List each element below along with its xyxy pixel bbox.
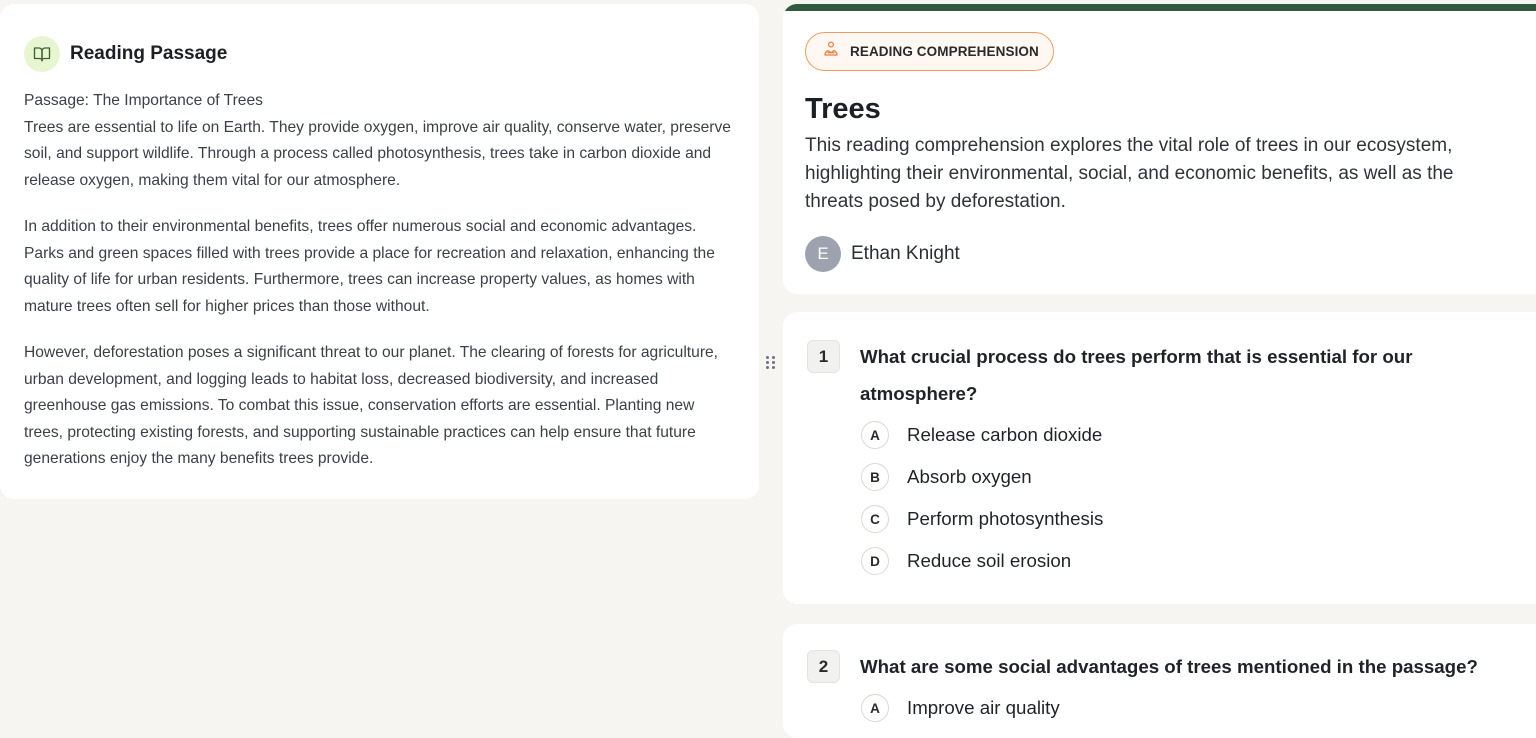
option-letter: B xyxy=(861,463,889,491)
question-row xyxy=(807,340,1512,412)
book-open-icon xyxy=(24,36,60,72)
question-text: What are some social advantages of trees mentioned in the passage? xyxy=(860,656,1478,677)
question-number: 1 xyxy=(807,340,840,373)
option-text: Release carbon dioxide xyxy=(907,424,1103,445)
question-number: 2 xyxy=(807,650,840,683)
passage-title: Reading Passage xyxy=(70,43,228,64)
passage-header xyxy=(24,36,735,72)
question-card-2 xyxy=(783,624,1536,738)
question-row xyxy=(807,650,1512,685)
option-letter: C xyxy=(861,505,889,533)
answer-option-b[interactable] xyxy=(861,456,1512,498)
option-text: Reduce soil erosion xyxy=(907,550,1072,571)
avatar: E xyxy=(805,236,841,272)
quiz-type-badge xyxy=(805,32,1054,71)
answer-option-c[interactable] xyxy=(861,498,1512,540)
option-letter: A xyxy=(861,421,889,449)
author-name: Ethan Knight xyxy=(851,243,960,264)
reader-icon xyxy=(822,40,840,63)
option-text: Perform photosynthesis xyxy=(907,508,1104,529)
option-text: Improve air quality xyxy=(907,697,1060,718)
reading-passage-panel xyxy=(0,4,759,499)
passage-paragraph-2: In addition to their environmental benefits, trees offer numerous social and economic advantages. Parks and green spaces filled with trees provide a place for recreation and relaxation, enhancing the quality of life for urban residents. Furthermore, trees can increase property values, as homes with mature trees often sell for higher prices than those without. xyxy=(24,218,715,315)
quiz-description: This reading comprehension explores the vital role of trees in our ecosystem, highlighting their environmental, social, and economic benefits, as well as the threats posed by deforestation. xyxy=(805,135,1454,212)
question-card-1 xyxy=(783,312,1536,604)
answer-option-d[interactable] xyxy=(861,540,1512,582)
option-text: Absorb oxygen xyxy=(907,466,1032,487)
option-letter: A xyxy=(861,694,889,722)
passage-paragraph-3: However, deforestation poses a significant threat to our planet. The clearing of forests for agriculture, urban development, and logging leads to habitat loss, decreased biodiversity, and increased greenhouse gas emissions. To combat this issue, conservation efforts are essential. Planting new trees, protecting existing forests, and supporting sustainable practices can help ensure that future generations enjoy the many benefits trees provide. xyxy=(24,344,719,467)
question-text: What crucial process do trees perform that is essential for our atmosphere? xyxy=(860,346,1413,404)
answer-options xyxy=(861,414,1512,582)
panel-resize-handle[interactable] xyxy=(764,354,776,370)
passage-body xyxy=(24,88,735,473)
quiz-header-card xyxy=(783,4,1536,294)
author-row xyxy=(805,236,1514,272)
quiz-type-label: READING COMPREHENSION xyxy=(850,44,1039,59)
option-letter: D xyxy=(861,547,889,575)
answer-option-a[interactable] xyxy=(861,414,1512,456)
answer-option-a[interactable] xyxy=(861,687,1512,729)
passage-paragraph-1: Passage: The Importance of Trees Trees are essential to life on Earth. They provide oxygen, improve air quality, conserve water, preserve soil, and support wildlife. Through a process called photosynthesis, trees take in carbon dioxide and release oxygen, making them vital for our atmosphere. xyxy=(24,92,731,189)
quiz-title: Trees xyxy=(805,93,881,125)
answer-options xyxy=(861,687,1512,729)
